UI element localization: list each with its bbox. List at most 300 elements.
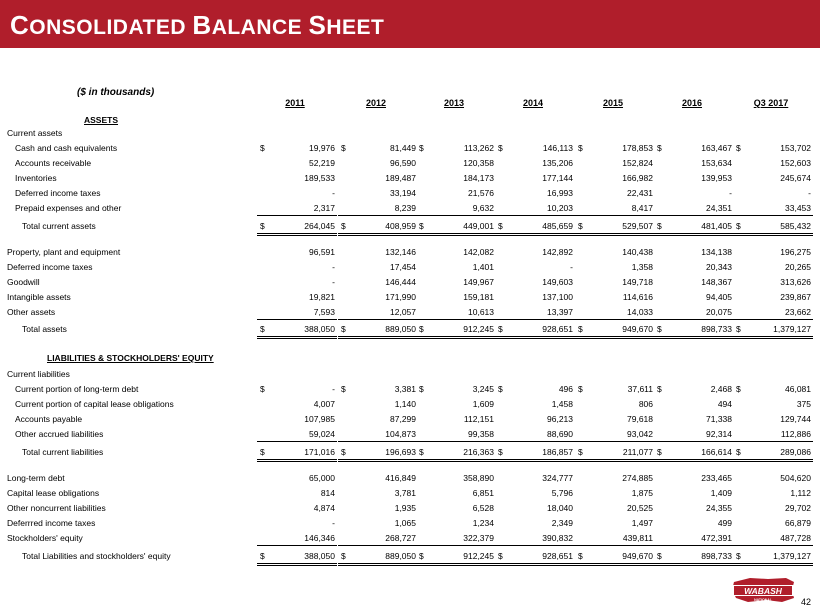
value-cell — [338, 471, 418, 485]
value-cell — [575, 516, 655, 530]
cell-value: 149,718 — [622, 277, 653, 287]
value-cell — [654, 245, 734, 259]
row-label: Other noncurrent liabilities — [7, 503, 106, 513]
value-cell — [654, 382, 734, 396]
logo-text: WABASH — [744, 586, 782, 596]
value-cell — [495, 486, 575, 500]
dollar-sign: $ — [657, 221, 662, 231]
year-header: Q3 2017 — [753, 98, 789, 108]
cell-value: 99,358 — [468, 429, 494, 439]
value-cell — [338, 141, 418, 155]
value-cell — [495, 549, 575, 566]
value-cell — [416, 290, 496, 304]
value-cell — [654, 471, 734, 485]
value-cell — [416, 245, 496, 259]
value-cell — [575, 501, 655, 515]
dollar-sign: $ — [498, 143, 503, 153]
row-label: Current portion of capital lease obligations — [15, 399, 174, 409]
value-cell — [575, 156, 655, 170]
cell-value: 928,651 — [542, 551, 573, 561]
value-cell — [257, 549, 337, 566]
value-cell — [338, 427, 418, 442]
cell-value: 1,112 — [790, 488, 811, 498]
table-row — [0, 201, 820, 215]
year-header: 2014 — [522, 98, 544, 108]
cell-value: 96,590 — [390, 158, 416, 168]
cell-value: - — [332, 277, 335, 287]
cell-value: 928,651 — [542, 324, 573, 334]
cell-value: 449,001 — [463, 221, 494, 231]
cell-value: 3,781 — [394, 488, 416, 498]
value-cell — [733, 290, 813, 304]
value-cell — [338, 275, 418, 289]
row-label: Other accrued liabilities — [15, 429, 104, 439]
cell-value: - — [332, 262, 335, 272]
row-label: Property, plant and equipment — [7, 247, 121, 257]
row-label: Total current liabilities — [22, 447, 104, 457]
cell-value: 142,082 — [463, 247, 494, 257]
table-row — [0, 549, 820, 563]
cell-value: 20,525 — [627, 503, 653, 513]
value-cell — [654, 531, 734, 546]
dollar-sign: $ — [419, 143, 424, 153]
dollar-sign: $ — [419, 447, 424, 457]
cell-value: 146,113 — [542, 143, 573, 153]
cell-value: 146,444 — [385, 277, 416, 287]
table-row — [0, 397, 820, 411]
cell-value: 268,727 — [385, 533, 416, 543]
table-row — [0, 412, 820, 426]
dollar-sign: $ — [341, 143, 346, 153]
value-cell — [654, 156, 734, 170]
value-cell — [654, 260, 734, 274]
dollar-sign: $ — [578, 551, 583, 561]
cell-value: 4,874 — [313, 503, 335, 513]
value-cell — [654, 445, 734, 462]
cell-value: 408,959 — [385, 221, 416, 231]
value-cell — [575, 245, 655, 259]
value-cell — [416, 322, 496, 339]
value-cell — [338, 305, 418, 320]
cell-value: 139,953 — [701, 173, 732, 183]
cell-value: 153,702 — [780, 143, 811, 153]
value-cell — [257, 445, 337, 462]
cell-value: 171,990 — [385, 292, 416, 302]
row-label: Accounts receivable — [15, 158, 92, 168]
value-cell — [257, 427, 337, 442]
cell-value: 46,081 — [785, 384, 811, 394]
cell-value: 1,409 — [710, 488, 732, 498]
dollar-sign: $ — [578, 324, 583, 334]
value-cell — [654, 201, 734, 216]
cell-value: 3,245 — [472, 384, 494, 394]
table-row — [0, 486, 820, 500]
row-label: Total Liabilities and stockholders' equity — [22, 551, 171, 561]
value-cell — [733, 275, 813, 289]
value-cell — [338, 260, 418, 274]
dollar-sign: $ — [498, 447, 503, 457]
cell-value: 177,144 — [542, 173, 573, 183]
cell-value: 898,733 — [701, 551, 732, 561]
cell-value: 10,203 — [547, 203, 573, 213]
value-cell — [416, 486, 496, 500]
units-note: ($ in thousands) — [77, 87, 155, 98]
table-row — [0, 171, 820, 185]
value-cell — [338, 219, 418, 236]
cell-value: 1,609 — [472, 399, 494, 409]
dollar-sign: $ — [736, 324, 741, 334]
value-cell — [733, 219, 813, 236]
cell-value: 88,690 — [547, 429, 573, 439]
cell-value: 65,000 — [309, 473, 335, 483]
value-cell — [733, 322, 813, 339]
cell-value: 149,967 — [463, 277, 494, 287]
cell-value: 79,618 — [627, 414, 653, 424]
cell-value: 6,528 — [472, 503, 494, 513]
value-cell — [338, 549, 418, 566]
cell-value: 152,824 — [622, 158, 653, 168]
cell-value: 112,886 — [780, 429, 811, 439]
value-cell — [575, 219, 655, 236]
value-cell — [575, 531, 655, 546]
value-cell — [575, 397, 655, 411]
dollar-sign: $ — [736, 384, 741, 394]
cell-value: 33,194 — [390, 188, 416, 198]
value-cell — [495, 219, 575, 236]
cell-value: 166,982 — [622, 173, 653, 183]
value-cell — [575, 471, 655, 485]
cell-value: 59,024 — [309, 429, 335, 439]
cell-value: 1,497 — [631, 518, 653, 528]
value-cell — [495, 427, 575, 442]
row-label: Current liabilities — [7, 369, 70, 379]
cell-value: 1,935 — [394, 503, 416, 513]
cell-value: 20,075 — [706, 307, 732, 317]
value-cell — [495, 382, 575, 396]
dollar-sign: $ — [657, 447, 662, 457]
value-cell — [338, 531, 418, 546]
cell-value: 134,138 — [701, 247, 732, 257]
cell-value: 2,349 — [551, 518, 573, 528]
cell-value: 20,343 — [706, 262, 732, 272]
cell-value: 7,593 — [313, 307, 335, 317]
value-cell — [495, 275, 575, 289]
value-cell — [338, 156, 418, 170]
cell-value: 889,050 — [385, 551, 416, 561]
value-cell — [575, 445, 655, 462]
row-label: Accounts payable — [15, 414, 83, 424]
cell-value: 24,355 — [706, 503, 732, 513]
value-cell — [338, 290, 418, 304]
cell-value: 137,100 — [542, 292, 573, 302]
value-cell — [257, 260, 337, 274]
table-row — [0, 322, 820, 336]
cell-value: 114,616 — [622, 292, 653, 302]
cell-value: 146,346 — [304, 533, 335, 543]
value-cell — [257, 531, 337, 546]
cell-value: 189,487 — [385, 173, 416, 183]
cell-value: 8,239 — [394, 203, 416, 213]
table-row — [0, 531, 820, 545]
dollar-sign: $ — [260, 447, 265, 457]
cell-value: 166,614 — [701, 447, 732, 457]
cell-value: 148,367 — [701, 277, 732, 287]
cell-value: 13,397 — [547, 307, 573, 317]
cell-value: 186,857 — [542, 447, 573, 457]
cell-value: 104,873 — [385, 429, 416, 439]
value-cell — [575, 412, 655, 426]
cell-value: 504,620 — [780, 473, 811, 483]
value-cell — [416, 260, 496, 274]
cell-value: - — [570, 262, 573, 272]
cell-value: 264,045 — [304, 221, 335, 231]
value-cell — [257, 141, 337, 155]
value-cell — [575, 201, 655, 216]
value-cell — [575, 186, 655, 200]
value-cell — [575, 305, 655, 320]
value-cell — [575, 486, 655, 500]
dollar-sign: $ — [341, 221, 346, 231]
value-cell — [416, 412, 496, 426]
dollar-sign: $ — [341, 551, 346, 561]
value-cell — [733, 141, 813, 155]
cell-value: 29,702 — [785, 503, 811, 513]
table-row — [0, 141, 820, 155]
value-cell — [575, 322, 655, 339]
cell-value: 494 — [717, 399, 732, 409]
cell-value: 388,050 — [304, 324, 335, 334]
cell-value: 481,405 — [701, 221, 732, 231]
cell-value: 37,611 — [627, 384, 653, 394]
table-row — [0, 219, 820, 233]
cell-value: 6,851 — [472, 488, 494, 498]
dollar-sign: $ — [498, 551, 503, 561]
value-cell — [654, 322, 734, 339]
dollar-sign: $ — [736, 447, 741, 457]
value-cell — [416, 201, 496, 216]
cell-value: 1,401 — [472, 262, 494, 272]
cell-value: 1,458 — [551, 399, 573, 409]
value-cell — [733, 549, 813, 566]
value-cell — [495, 201, 575, 216]
dollar-sign: $ — [419, 324, 424, 334]
cell-value: 81,449 — [390, 143, 416, 153]
cell-value: 22,431 — [627, 188, 653, 198]
cell-value: 289,086 — [780, 447, 811, 457]
cell-value: 496 — [558, 384, 573, 394]
row-label: Stockholders' equity — [7, 533, 83, 543]
cell-value: 66,879 — [785, 518, 811, 528]
value-cell — [416, 445, 496, 462]
cell-value: 87,299 — [390, 414, 416, 424]
value-cell — [733, 427, 813, 442]
value-cell — [416, 156, 496, 170]
value-cell — [733, 471, 813, 485]
row-label: Other assets — [7, 307, 56, 317]
cell-value: 184,173 — [463, 173, 494, 183]
cell-value: 153,634 — [701, 158, 732, 168]
cell-value: 487,728 — [780, 533, 811, 543]
value-cell — [733, 397, 813, 411]
value-cell — [416, 501, 496, 515]
table-row — [0, 260, 820, 274]
value-cell — [257, 290, 337, 304]
value-cell — [654, 486, 734, 500]
row-label: Total current assets — [22, 221, 96, 231]
year-header: 2011 — [285, 98, 305, 108]
value-cell — [495, 322, 575, 339]
value-cell — [733, 516, 813, 530]
wabash-logo — [728, 576, 798, 604]
cell-value: 4,007 — [313, 399, 335, 409]
value-cell — [495, 290, 575, 304]
cell-value: - — [332, 384, 335, 394]
year-header: 2012 — [365, 98, 387, 108]
dollar-sign: $ — [578, 447, 583, 457]
value-cell — [654, 171, 734, 185]
value-cell — [733, 382, 813, 396]
value-cell — [495, 141, 575, 155]
value-cell — [338, 412, 418, 426]
table-row — [0, 427, 820, 441]
value-cell — [575, 290, 655, 304]
cell-value: - — [729, 188, 732, 198]
value-cell — [733, 486, 813, 500]
cell-value: 324,777 — [542, 473, 573, 483]
value-cell — [733, 186, 813, 200]
cell-value: 171,016 — [304, 447, 335, 457]
value-cell — [654, 412, 734, 426]
value-cell — [654, 397, 734, 411]
value-cell — [654, 219, 734, 236]
dollar-sign: $ — [578, 221, 583, 231]
value-cell — [654, 275, 734, 289]
cell-value: - — [808, 188, 811, 198]
cell-value: 93,042 — [627, 429, 653, 439]
value-cell — [733, 171, 813, 185]
value-cell — [654, 305, 734, 320]
value-cell — [416, 219, 496, 236]
cell-value: 239,867 — [780, 292, 811, 302]
value-cell — [495, 245, 575, 259]
table-row — [0, 516, 820, 530]
table-row — [0, 471, 820, 485]
dollar-sign: $ — [498, 221, 503, 231]
cell-value: 16,993 — [547, 188, 573, 198]
cell-value: 313,626 — [780, 277, 811, 287]
cell-value: 416,849 — [385, 473, 416, 483]
cell-value: 20,265 — [785, 262, 811, 272]
section-assets: ASSETS — [84, 115, 119, 125]
cell-value: 140,438 — [622, 247, 653, 257]
dollar-sign: $ — [657, 551, 662, 561]
value-cell — [338, 397, 418, 411]
dollar-sign: $ — [419, 384, 424, 394]
value-cell — [416, 549, 496, 566]
row-label: Deferred income taxes — [15, 188, 101, 198]
dollar-sign: $ — [341, 384, 346, 394]
table-row — [0, 382, 820, 396]
value-cell — [416, 471, 496, 485]
cell-value: 21,576 — [468, 188, 494, 198]
cell-value: 1,234 — [472, 518, 494, 528]
value-cell — [416, 275, 496, 289]
row-label: Deferrred income taxes — [7, 518, 96, 528]
cell-value: 1,065 — [394, 518, 416, 528]
value-cell — [338, 171, 418, 185]
row-label: Total assets — [22, 324, 67, 334]
cell-value: 23,662 — [785, 307, 811, 317]
dollar-sign: $ — [736, 221, 741, 231]
value-cell — [733, 201, 813, 216]
dollar-sign: $ — [657, 143, 662, 153]
value-cell — [654, 186, 734, 200]
cell-value: 912,245 — [463, 551, 494, 561]
value-cell — [733, 260, 813, 274]
value-cell — [575, 382, 655, 396]
value-cell — [733, 531, 813, 546]
value-cell — [654, 549, 734, 566]
value-cell — [338, 486, 418, 500]
cell-value: 120,358 — [463, 158, 494, 168]
table-row — [0, 290, 820, 304]
table-row — [0, 501, 820, 515]
cell-value: 178,853 — [622, 143, 653, 153]
cell-value: 71,338 — [706, 414, 732, 424]
cell-value: 211,077 — [622, 447, 653, 457]
value-cell — [654, 141, 734, 155]
row-label: Capital lease obligations — [7, 488, 100, 498]
cell-value: 19,976 — [309, 143, 335, 153]
cell-value: 1,379,127 — [773, 324, 811, 334]
cell-value: 52,219 — [309, 158, 335, 168]
table-row — [0, 445, 820, 459]
cell-value: 9,632 — [472, 203, 494, 213]
cell-value: 189,533 — [304, 173, 335, 183]
value-cell — [257, 382, 337, 396]
row-label: Goodwill — [7, 277, 40, 287]
cell-value: 107,985 — [304, 414, 335, 424]
year-header: 2013 — [443, 98, 465, 108]
value-cell — [257, 397, 337, 411]
value-cell — [416, 382, 496, 396]
dollar-sign: $ — [736, 143, 741, 153]
cell-value: 889,050 — [385, 324, 416, 334]
cell-value: 12,057 — [390, 307, 416, 317]
cell-value: 529,507 — [622, 221, 653, 231]
value-cell — [257, 201, 337, 216]
dollar-sign: $ — [657, 384, 662, 394]
cell-value: 216,363 — [463, 447, 494, 457]
value-cell — [575, 260, 655, 274]
cell-value: 132,146 — [385, 247, 416, 257]
value-cell — [257, 275, 337, 289]
cell-value: 8,417 — [631, 203, 653, 213]
cell-value: 112,151 — [463, 414, 494, 424]
value-cell — [495, 471, 575, 485]
value-cell — [495, 397, 575, 411]
cell-value: - — [332, 518, 335, 528]
cell-value: 274,885 — [622, 473, 653, 483]
cell-value: 2,317 — [313, 203, 335, 213]
value-cell — [416, 531, 496, 546]
value-cell — [257, 516, 337, 530]
year-header: 2015 — [602, 98, 624, 108]
dollar-sign: $ — [657, 324, 662, 334]
row-label: Inventories — [15, 173, 57, 183]
dollar-sign: $ — [498, 324, 503, 334]
cell-value: 149,603 — [542, 277, 573, 287]
